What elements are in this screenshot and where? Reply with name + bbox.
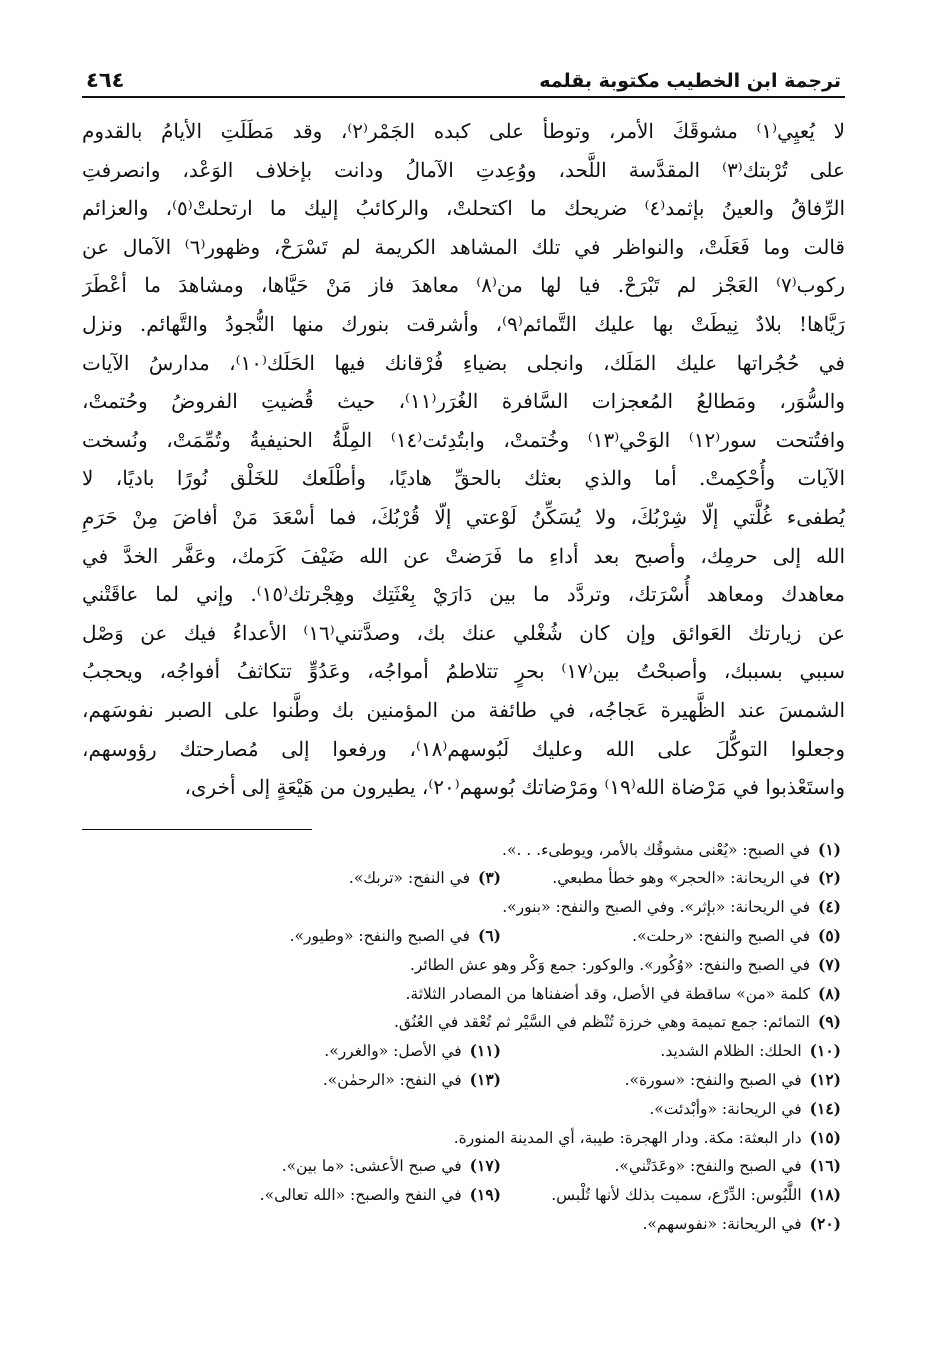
footnote-row <box>82 1095 841 1124</box>
footnote <box>394 1008 841 1037</box>
footnote-row <box>82 1008 841 1037</box>
footnote-number: (١٣) <box>469 1070 501 1090</box>
footnote-text: كلمة «من» ساقطة في الأصل، وقد أضفناها من المصادر الثلاثة. <box>405 984 810 1003</box>
text-line: في حُجُراتها عليك المَلَك، وانجلى بضياءِ فُرْقانك فيها الحَلَك⁽١٠⁾، مدارسُ الآيات <box>82 350 845 375</box>
footnotes <box>82 836 845 1239</box>
footnote-number: (١) <box>817 839 841 859</box>
footnote <box>649 1095 841 1124</box>
footnote-row <box>82 1124 841 1153</box>
footnote-text: التمائم: جمع تميمة وهي خرزة تُنْظم في السَّيْر ثم تُعْقد في العُنُق. <box>394 1013 810 1032</box>
footnote-text: اللَّبُوس: الدِّرْع، سميت بذلك لأنها تُلْبس. <box>551 1186 802 1205</box>
text-line: قالت وما فَعَلَتْ، والنواظر في تلك المشاهد الكريمة لم تَسْرَحْ، وظهور⁽٦⁾ الآمال عن <box>82 234 845 259</box>
footnote-number: (٩) <box>817 1012 841 1032</box>
footnote-text: في الريحانة: «الحجر» وهو خطأ مطبعي. <box>552 869 810 888</box>
footnote-number: (٦) <box>477 926 501 946</box>
footnote-row <box>82 1152 841 1181</box>
footnote-text: في الصبح والنفح: «وُكُور». والوكور: جمع وَكْر وهو عش الطائر. <box>409 955 810 974</box>
footnote-text: الحلك: الظلام الشديد. <box>660 1042 802 1061</box>
footnote-row <box>82 951 841 980</box>
footnote-row <box>82 1181 841 1210</box>
footnote-number: (١٥) <box>809 1127 841 1147</box>
footnote <box>502 836 841 865</box>
footnote-text: في الأصل: «والغرر». <box>324 1042 462 1061</box>
text-line: على تُرْبتك⁽٣⁾ المقدَّسة اللَّحد، ووُعِدتِ الآمالُ ودانت بإخلاف الوَعْد، وانصرفتِ <box>82 157 845 182</box>
text-line: الله إلى حرمِك، وأصبح بعد أداءِ ما فَرَضتْ عن الله ضَيْفَ كَرَمك، وعَفَّر الخدَّ في <box>82 543 845 568</box>
footnote <box>282 1152 501 1181</box>
footnote-number: (١٧) <box>469 1156 501 1176</box>
text-line: والسُّوَر، ومَطالعُ المُعجزات السَّافرة الغُرَر⁽١١⁾، حيث قُضيتِ الفروضُ وحُتمتْ، <box>82 389 845 414</box>
footnote-text: في النفح: «تربك». <box>348 869 470 888</box>
footnote-text: في النفح: «الرحمٰن». <box>322 1071 462 1090</box>
text-line: الشمسَ عند الظَّهيرة عَجاجُه، في طائفة من المؤمنين بك وطَّنوا على الصبر نفوسَهم، <box>82 697 845 722</box>
text-line: وافتُتحت سور⁽١٢⁾ الوَحْي⁽١٣⁾ وخُتمتْ، وابتُدِئت⁽١٤⁾ المِلَّةُ الحنيفيةُ وتُمِّمَتْ، ونُسخت <box>82 427 845 452</box>
footnote-text: في الصبح والنفح: «وعَدَتْني». <box>614 1157 802 1176</box>
footnote-row <box>82 1037 841 1066</box>
footnote-row <box>82 864 841 893</box>
footnote <box>323 1066 501 1095</box>
footnote-row <box>82 836 841 865</box>
footnote <box>501 922 841 951</box>
text-line: ركوب⁽٧⁾ العَجْز لم تَبْرَحْ. فيا لها من⁽٨⁾ معاهدَ فاز مَنْ حَيَّاها، ومشاهدَ ما أعْطَرَ <box>82 273 845 298</box>
footnote-number: (١٩) <box>469 1185 501 1205</box>
footnote-row <box>82 1210 841 1239</box>
footnote-number: (٧) <box>817 954 841 974</box>
footnote-row <box>82 1066 841 1095</box>
footnote-number: (٨) <box>817 983 841 1003</box>
footnote <box>324 1037 501 1066</box>
text-line: عن زيارتك العَوائق وإن كان شُغْلي عنك بك، وصدَّتني⁽١٦⁾ الأعداءُ فيك عن وَصْل <box>82 620 845 645</box>
footnote-text: في الصبح والنفح: «وطيور». <box>289 927 470 946</box>
footnote-number: (١٤) <box>809 1098 841 1118</box>
footnote-number: (٣) <box>477 868 501 888</box>
page-number: ٤٦٤ <box>86 68 125 92</box>
footnote <box>405 980 841 1009</box>
text-line: معاهدك ومعاهد أُسْرَتك، وتردَّد ما بين دَارَيْ بِعْثَتِك وهِجْرتك⁽١٥⁾. وإني لما عاقَتْني <box>82 582 845 607</box>
footnote <box>501 1037 841 1066</box>
text-line: رَيَّاها! بلادٌ نِيطَتْ بها عليك التَّمائم⁽٩⁾، وأشرقت بنورك منها النُّجودُ والتَّهائم. ونزل <box>82 311 845 336</box>
footnote-number: (١٨) <box>809 1185 841 1205</box>
text-line: لا يُعيِي⁽١⁾ مشوقَكَ الأمر، وتوطأ على كبده الجَمْر⁽٢⁾، وقد مَطَلَتِ الأيامُ بالقدوم <box>82 119 845 143</box>
text-line: الرِّفاقُ والعينُ بإثمد⁽٤⁾ ضريحك ما اكتحلتْ، والركائبُ إليك ما ارتحلتْ⁽٥⁾، والعزائم <box>82 196 845 221</box>
text-line: وجعلوا التوكُّلَ على الله وعليك لَبُوسهم⁽١٨⁾، ورفعوا إلى مُصارحتك رؤوسهم، <box>82 736 845 761</box>
text-line: واستَعْذبوا في مَرْضاة الله⁽١٩⁾ ومَرْضاتك بُوسهم⁽٢٠⁾، يطيرون من هَيْعَةٍ إلى أخرى، <box>184 775 845 800</box>
footnote-row <box>82 893 841 922</box>
text-line: يُطفىء غُلَّتي إلّا شِرْبُكَ، ولا يُسَكِّنُ لَوْعتي إلّا قُرْبُكَ، فما أسْعَدَ مَنْ أفاضَ مِنْ حَرَمِ <box>82 504 845 529</box>
footnote <box>410 951 841 980</box>
footnote <box>349 864 501 893</box>
footnote <box>501 1066 841 1095</box>
footnote <box>290 922 501 951</box>
footnote-text: في الصبح والنفح: «رحلت». <box>632 927 810 946</box>
footnote-text: في الريحانة: «نفوسهم». <box>642 1215 802 1234</box>
text-line: الآيات وأُحْكِمتْ. أما والذي بعثك بالحقِّ هاديًا، وأطْلَعك للخَلْق نُورًا باديًا، لا <box>82 466 845 491</box>
footnote-separator <box>82 829 312 830</box>
page-header <box>82 56 845 98</box>
footnote <box>502 893 841 922</box>
footnote <box>501 864 841 893</box>
footnote-text: دار البعثة: مكة. ودار الهجرة: طيبة، أي المدينة المنورة. <box>453 1128 802 1147</box>
main-text <box>82 112 845 807</box>
footnote <box>643 1210 842 1239</box>
footnote <box>501 1152 841 1181</box>
footnote-text: في الصبح: «يُعْنى مشوقُك بالأمر، ويوطىء. . .». <box>502 840 810 859</box>
footnote <box>501 1181 841 1210</box>
footnote-number: (٢) <box>817 868 841 888</box>
footnote-row <box>82 980 841 1009</box>
footnote-number: (١٠) <box>809 1041 841 1061</box>
footnote-number: (١١) <box>469 1041 501 1061</box>
footnote-text: في الريحانة: «بإثر». وفي الصبح والنفح: «بنور». <box>502 898 810 917</box>
footnote <box>260 1181 501 1210</box>
footnote-text: في صبح الأعشى: «ما بين». <box>281 1157 462 1176</box>
footnote-number: (٢٠) <box>809 1214 841 1234</box>
footnote-text: في النفح والصبح: «الله تعالى». <box>259 1186 462 1205</box>
running-title: ترجمة ابن الخطيب مكتوبة بقلمه <box>539 70 841 92</box>
footnote-number: (٥) <box>817 926 841 946</box>
footnote-text: في الصبح والنفح: «سورة». <box>624 1071 802 1090</box>
footnote <box>454 1124 841 1153</box>
footnote-number: (١٢) <box>809 1070 841 1090</box>
text-line: سببي بسببك، وأصبحْتُ بين⁽١٧⁾ بحرٍ تتلاطمُ أمواجُه، وعَدُوٍّ تتكاثفُ أفواجُه، ويحجبُ <box>82 659 845 684</box>
footnote-text: في الريحانة: «وأبْدئت». <box>649 1099 802 1118</box>
footnote-number: (١٦) <box>809 1156 841 1176</box>
footnote-row <box>82 922 841 951</box>
footnote-number: (٤) <box>817 897 841 917</box>
